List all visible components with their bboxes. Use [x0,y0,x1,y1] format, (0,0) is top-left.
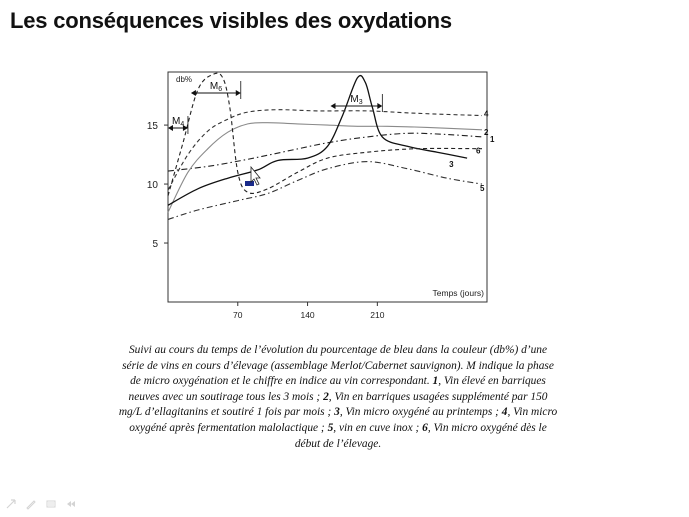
annotation-arrowhead-right [377,103,382,109]
x-axis-label: Temps (jours) [432,288,484,298]
annotation-arrowhead-left [330,103,335,109]
y-tick-label: 15 [146,121,158,133]
series-1-label: 1 [490,134,495,144]
y-tick-label: 10 [146,180,158,192]
caption-wine-number: 4 [501,406,508,419]
caption-text: , Vin en barriques usagées supplémenté par 150 mg/L d’ellagitanins et soutiré 1 fois par mois ; [118,390,548,419]
series-2-label: 2 [484,127,489,137]
annotation-arrowhead-left [191,90,196,96]
series-5-label: 5 [480,184,485,194]
series-5-line [168,162,482,220]
annotation-label-m3: $M_3$ [350,94,363,106]
caption-wine-number: 6 [422,421,428,434]
arrow-icon[interactable] [4,498,18,510]
annotation-label-m4: $M_4$ [171,116,185,128]
plot-frame [168,72,487,302]
caption-text: Suivi au cours du temps de l’évolution du pourcentage de bleu dans la couleur (db%) d’une série de vins en cours d’élevage (assemblage Merlot/Cabernet sauvignon). M indique la phase de micro oxygénation et le chiffre en indice au vin correspondant. [122,344,554,388]
x-tick-label: 140 [300,310,315,320]
y-tick-label: 5 [152,239,158,251]
figure-caption [118,343,558,452]
slide-title: Les conséquences visibles des oxydations [10,8,452,33]
annotation-label-m6: $M_6$ [209,81,223,93]
caption-text: , Vin élevé en barriques neuves avec un soutirage tous les 3 mois ; [128,375,546,403]
series-4-label: 4 [484,109,489,119]
pen-icon[interactable] [24,498,38,510]
caption-wine-number: 3 [334,406,340,419]
series-2-line [168,123,482,213]
caption-text: , vin en cuve inox ; [333,421,423,434]
caption-wine-number: 2 [323,390,329,403]
nav-icon[interactable] [64,498,78,510]
x-tick-label: 70 [233,310,243,320]
series-3-label: 3 [449,160,454,170]
caption-text: , Vin micro oxygéné après fermentation malolactique ; [129,406,558,434]
y-axis-label: db% [176,75,193,84]
series-6-label: 6 [476,146,481,156]
x-tick-label: 210 [370,310,385,320]
caption-text: , Vin micro oxygéné au printemps ; [339,406,502,419]
slideshow-toolbar [4,497,78,511]
annotation-arrowhead-right [236,90,241,96]
series-3-line [168,76,467,206]
menu-icon[interactable] [44,498,58,510]
caption-wine-number: 1 [432,375,439,388]
caption-text: , Vin micro oxygéné dès le début de l’élevage. [294,421,547,450]
caption-wine-number: 5 [327,421,334,434]
